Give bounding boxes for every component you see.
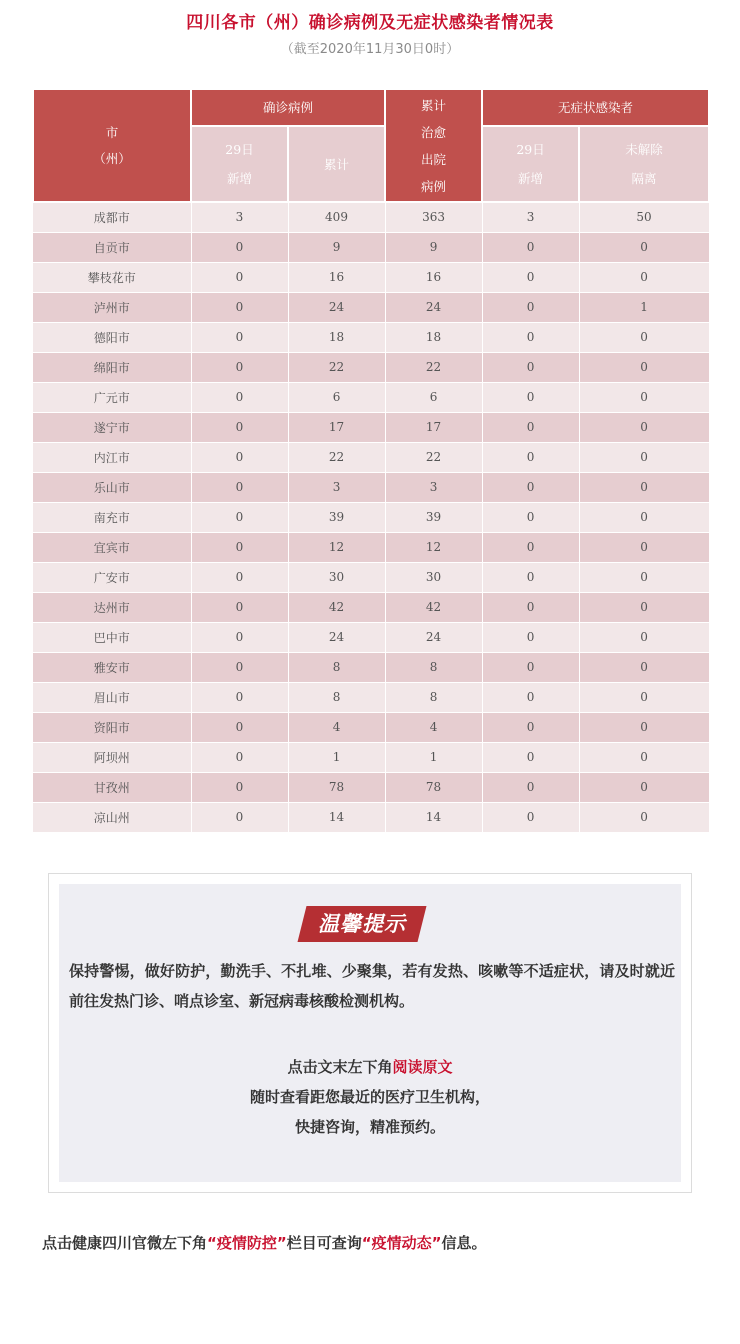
cell-city: 自贡市 <box>33 232 191 262</box>
cell-confirmed-total: 409 <box>288 202 385 232</box>
cell-city: 阿坝州 <box>33 742 191 772</box>
page-subtitle: （截至2020年11月30日0时） <box>280 42 460 57</box>
tip-panel <box>59 884 681 1182</box>
table-row <box>33 442 709 472</box>
footer-note <box>42 1232 722 1253</box>
cell-asym-new: 0 <box>482 292 579 322</box>
cell-city: 眉山市 <box>33 682 191 712</box>
cell-asym-new: 0 <box>482 682 579 712</box>
cell-confirmed-new: 0 <box>191 712 288 742</box>
cell-asym-new: 0 <box>482 322 579 352</box>
table-row <box>33 712 709 742</box>
cell-city: 南充市 <box>33 502 191 532</box>
cell-cured: 17 <box>385 412 482 442</box>
cell-confirmed-new: 0 <box>191 412 288 442</box>
cell-city: 内江市 <box>33 442 191 472</box>
cell-cured: 22 <box>385 352 482 382</box>
cell-city: 乐山市 <box>33 472 191 502</box>
cell-confirmed-total: 39 <box>288 502 385 532</box>
table-row <box>33 322 709 352</box>
cell-confirmed-total: 24 <box>288 622 385 652</box>
cell-asym-isolation: 0 <box>579 232 709 262</box>
footer-part-1: 点击健康四川官微左下角 <box>42 1234 208 1252</box>
table-row <box>33 382 709 412</box>
cell-cured: 14 <box>385 802 482 832</box>
footer-highlight-epidemic-news: “疫情动态” <box>361 1234 442 1252</box>
cell-cured: 6 <box>385 382 482 412</box>
cell-confirmed-total: 17 <box>288 412 385 442</box>
cell-asym-new: 0 <box>482 382 579 412</box>
cell-confirmed-new: 0 <box>191 652 288 682</box>
table-body <box>33 202 709 832</box>
cell-asym-new: 3 <box>482 202 579 232</box>
header-confirmed-total: 累计 <box>288 126 385 202</box>
cell-confirmed-new: 0 <box>191 532 288 562</box>
cell-asym-new: 0 <box>482 802 579 832</box>
table-row <box>33 802 709 832</box>
cell-confirmed-new: 0 <box>191 292 288 322</box>
cell-asym-new: 0 <box>482 472 579 502</box>
tip-instructions <box>59 1052 681 1142</box>
cell-confirmed-total: 1 <box>288 742 385 772</box>
cell-cured: 4 <box>385 712 482 742</box>
cell-confirmed-total: 9 <box>288 232 385 262</box>
cell-asym-isolation: 0 <box>579 322 709 352</box>
header-cured: 累计 治愈 出院 病例 <box>385 89 482 202</box>
header-confirmed-new: 29日 新增 <box>191 126 288 202</box>
header-asym-isolation: 未解除 隔离 <box>579 126 709 202</box>
cell-confirmed-new: 0 <box>191 352 288 382</box>
tip-line-1 <box>59 1052 681 1082</box>
footer-highlight-epidemic-control: “疫情防控” <box>207 1234 287 1252</box>
cell-asym-isolation: 0 <box>579 772 709 802</box>
cell-asym-isolation: 1 <box>579 292 709 322</box>
table-row <box>33 352 709 382</box>
table-row <box>33 622 709 652</box>
cell-asym-isolation: 0 <box>579 622 709 652</box>
table-row <box>33 562 709 592</box>
cell-confirmed-total: 4 <box>288 712 385 742</box>
cell-asym-new: 0 <box>482 652 579 682</box>
cell-asym-new: 0 <box>482 742 579 772</box>
cell-asym-new: 0 <box>482 772 579 802</box>
cell-confirmed-new: 0 <box>191 772 288 802</box>
cell-confirmed-total: 8 <box>288 652 385 682</box>
cell-asym-isolation: 0 <box>579 652 709 682</box>
cell-cured: 12 <box>385 532 482 562</box>
cell-asym-isolation: 0 <box>579 712 709 742</box>
cell-asym-new: 0 <box>482 562 579 592</box>
cell-cured: 363 <box>385 202 482 232</box>
cell-asym-isolation: 0 <box>579 442 709 472</box>
tip-body-text: 保持警惕，做好防护，勤洗手、不扎堆、少聚集，若有发热、咳嗽等不适症状，请及时就近前往发热门诊、哨点诊室、新冠病毒核酸检测机构。 <box>69 962 675 1010</box>
cell-asym-new: 0 <box>482 442 579 472</box>
cell-cured: 1 <box>385 742 482 772</box>
cell-cured: 39 <box>385 502 482 532</box>
table-row <box>33 202 709 232</box>
cell-city: 遂宁市 <box>33 412 191 442</box>
tip-line-2: 随时查看距您最近的医疗卫生机构， <box>249 1088 490 1106</box>
cell-asym-isolation: 0 <box>579 592 709 622</box>
cell-city: 雅安市 <box>33 652 191 682</box>
cell-confirmed-total: 22 <box>288 352 385 382</box>
cell-confirmed-total: 24 <box>288 292 385 322</box>
cell-asym-isolation: 0 <box>579 742 709 772</box>
cell-asym-isolation: 0 <box>579 262 709 292</box>
cell-confirmed-new: 0 <box>191 472 288 502</box>
cell-confirmed-new: 0 <box>191 322 288 352</box>
cell-cured: 42 <box>385 592 482 622</box>
cell-confirmed-total: 12 <box>288 532 385 562</box>
cell-confirmed-new: 0 <box>191 382 288 412</box>
cell-asym-new: 0 <box>482 412 579 442</box>
cell-city: 达州市 <box>33 592 191 622</box>
tip-box <box>48 873 692 1193</box>
cell-asym-new: 0 <box>482 502 579 532</box>
cell-city: 甘孜州 <box>33 772 191 802</box>
cell-asym-new: 0 <box>482 262 579 292</box>
read-original-link[interactable]: 阅读原文 <box>392 1058 453 1076</box>
cell-city: 巴中市 <box>33 622 191 652</box>
table-row <box>33 412 709 442</box>
cell-confirmed-total: 8 <box>288 682 385 712</box>
cell-asym-new: 0 <box>482 712 579 742</box>
cell-asym-isolation: 0 <box>579 562 709 592</box>
cell-asym-new: 0 <box>482 622 579 652</box>
cell-confirmed-total: 14 <box>288 802 385 832</box>
cell-confirmed-new: 0 <box>191 262 288 292</box>
cell-city: 成都市 <box>33 202 191 232</box>
cell-asym-isolation: 0 <box>579 382 709 412</box>
table-row <box>33 262 709 292</box>
cell-confirmed-new: 0 <box>191 592 288 622</box>
cell-asym-isolation: 0 <box>579 532 709 562</box>
table-row <box>33 682 709 712</box>
header-asym-new: 29日 新增 <box>482 126 579 202</box>
cell-cured: 24 <box>385 292 482 322</box>
cell-city: 广元市 <box>33 382 191 412</box>
table-row <box>33 592 709 622</box>
cell-city: 攀枝花市 <box>33 262 191 292</box>
header-asymptomatic-group: 无症状感染者 <box>482 89 709 126</box>
statistics-table <box>32 88 710 833</box>
cell-asym-new: 0 <box>482 232 579 262</box>
table-row <box>33 232 709 262</box>
cell-confirmed-new: 0 <box>191 802 288 832</box>
footer-part-2: 栏目可查询 <box>286 1234 362 1252</box>
cell-cured: 3 <box>385 472 482 502</box>
cell-confirmed-new: 0 <box>191 232 288 262</box>
cell-confirmed-total: 30 <box>288 562 385 592</box>
table-row <box>33 472 709 502</box>
table-row <box>33 742 709 772</box>
cell-city: 绵阳市 <box>33 352 191 382</box>
cell-asym-isolation: 0 <box>579 412 709 442</box>
cell-city: 资阳市 <box>33 712 191 742</box>
cell-confirmed-new: 0 <box>191 622 288 652</box>
table-row <box>33 772 709 802</box>
cell-asym-isolation: 0 <box>579 472 709 502</box>
cell-city: 广安市 <box>33 562 191 592</box>
cell-city: 泸州市 <box>33 292 191 322</box>
cell-asym-isolation: 0 <box>579 802 709 832</box>
cell-cured: 16 <box>385 262 482 292</box>
cell-confirmed-total: 22 <box>288 442 385 472</box>
header-confirmed-group: 确诊病例 <box>191 89 385 126</box>
cell-confirmed-total: 16 <box>288 262 385 292</box>
cell-confirmed-new: 3 <box>191 202 288 232</box>
cell-city: 宜宾市 <box>33 532 191 562</box>
cell-asym-new: 0 <box>482 592 579 622</box>
cell-confirmed-new: 0 <box>191 682 288 712</box>
tip-badge: 温馨提示 <box>318 912 406 936</box>
cell-city: 凉山州 <box>33 802 191 832</box>
cell-asym-new: 0 <box>482 532 579 562</box>
cell-asym-isolation: 0 <box>579 352 709 382</box>
cell-cured: 9 <box>385 232 482 262</box>
table-row <box>33 652 709 682</box>
cell-cured: 18 <box>385 322 482 352</box>
cell-confirmed-total: 78 <box>288 772 385 802</box>
footer-part-3: 信息。 <box>441 1234 487 1252</box>
cell-cured: 22 <box>385 442 482 472</box>
cell-cured: 24 <box>385 622 482 652</box>
cell-asym-isolation: 50 <box>579 202 709 232</box>
header-city: 市 （州） <box>33 89 191 202</box>
cell-confirmed-total: 3 <box>288 472 385 502</box>
cell-cured: 30 <box>385 562 482 592</box>
cell-cured: 8 <box>385 682 482 712</box>
cell-cured: 78 <box>385 772 482 802</box>
cell-asym-isolation: 0 <box>579 682 709 712</box>
table-row <box>33 502 709 532</box>
tip-line-3: 快捷咨询，精准预约。 <box>294 1118 445 1136</box>
cell-confirmed-new: 0 <box>191 502 288 532</box>
page-title: 四川各市（州）确诊病例及无症状感染者情况表 <box>186 13 554 33</box>
tip-line-1-prefix: 点击文末左下角 <box>287 1058 393 1076</box>
table-row <box>33 532 709 562</box>
cell-confirmed-total: 18 <box>288 322 385 352</box>
cell-asym-isolation: 0 <box>579 502 709 532</box>
cell-confirmed-total: 42 <box>288 592 385 622</box>
cell-asym-new: 0 <box>482 352 579 382</box>
table-row <box>33 292 709 322</box>
cell-city: 德阳市 <box>33 322 191 352</box>
cell-confirmed-new: 0 <box>191 442 288 472</box>
cell-confirmed-new: 0 <box>191 742 288 772</box>
cell-cured: 8 <box>385 652 482 682</box>
cell-confirmed-new: 0 <box>191 562 288 592</box>
cell-confirmed-total: 6 <box>288 382 385 412</box>
